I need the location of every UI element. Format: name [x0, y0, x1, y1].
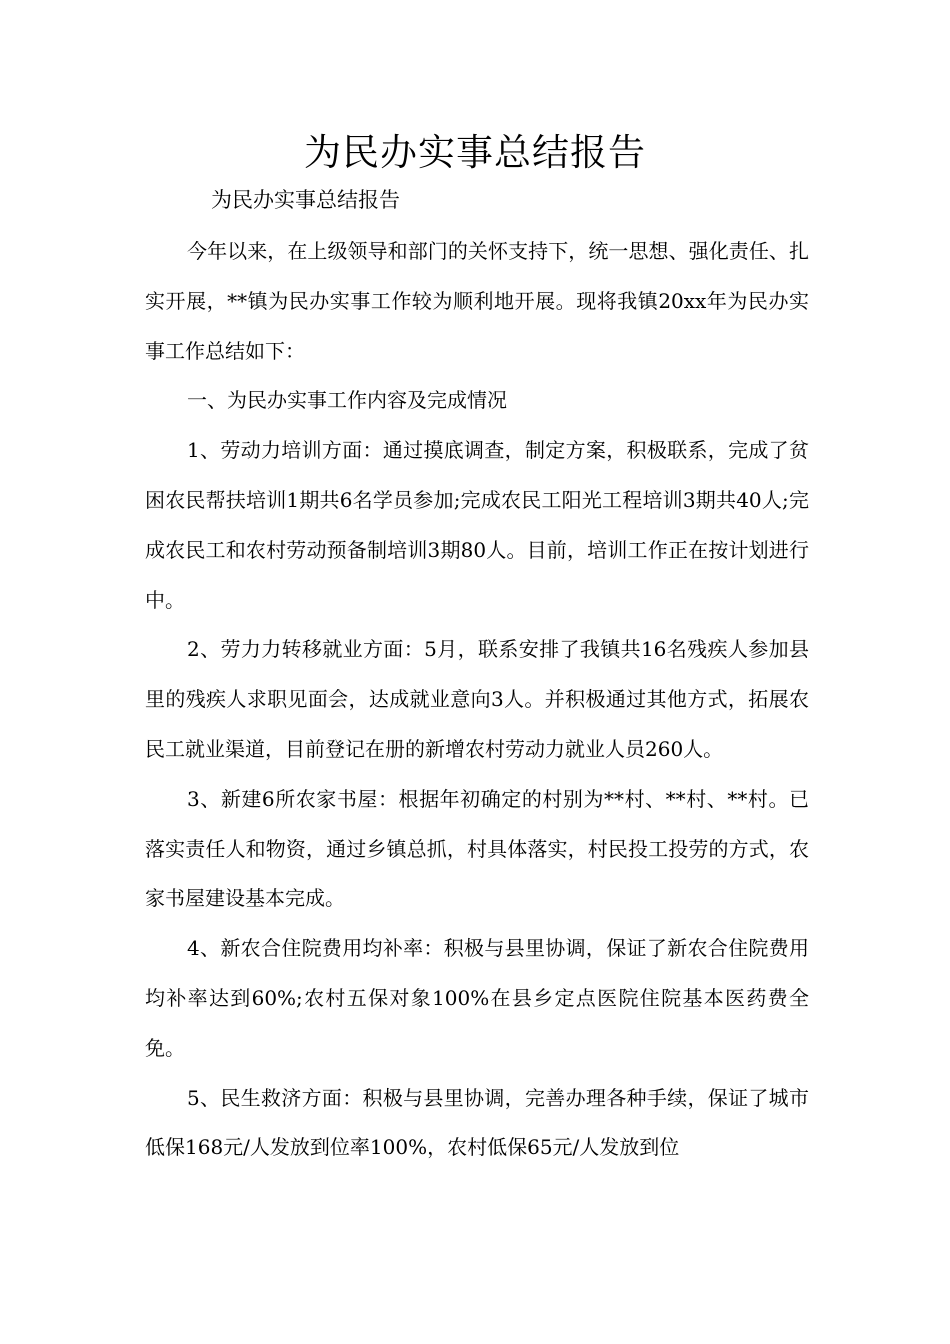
- paragraph-employment-transfer: 2、劳力力转移就业方面：5月，联系安排了我镇共16名残疾人参加县里的残疾人求职见面会，达成就业意向3人。并积极通过其他方式，拓展农民工就业渠道，目前登记在册的新增农村劳动力就业人员260人。: [145, 637, 809, 761]
- document-body: [145, 227, 809, 1173]
- paragraph-livelihood-relief: 5、民生救济方面：积极与县里协调，完善办理各种手续，保证了城市低保168元/人发放到位率100%，农村低保65元/人发放到位: [145, 1085, 809, 1160]
- paragraph-farm-libraries: 3、新建6所农家书屋：根据年初确定的村别为**村、**村、**村。已落实责任人和物资，通过乡镇总抓，村具体落实，村民投工投劳的方式，农家书屋建设基本完成。: [145, 786, 809, 911]
- paragraph-intro: 今年以来，在上级领导和部门的关怀支持下，统一思想、强化责任、扎实开展，**镇为民办实事工作较为顺利地开展。现将我镇20xx年为民办实事工作总结如下：: [145, 239, 809, 363]
- section-heading-1: 一、为民办实事工作内容及完成情况: [187, 388, 507, 413]
- document-subtitle: 为民办实事总结报告: [211, 188, 400, 212]
- paragraph-medical-reimbursement: 4、新农合住院费用均补率：积极与县里协调，保证了新农合住院费用均补率达到60%;农村五保对象100%在县乡定点医院住院基本医药费全免。: [145, 936, 809, 1060]
- paragraph-labor-training: 1、劳动力培训方面：通过摸底调查，制定方案，积极联系，完成了贫困农民帮扶培训1期共6名学员参加;完成农民工阳光工程培训3期共40人;完成农民工和农村劳动预备制培训3期80人。目前，培训工作正在按计划进行中。: [145, 438, 809, 612]
- document-title: 为民办实事总结报告: [304, 131, 646, 174]
